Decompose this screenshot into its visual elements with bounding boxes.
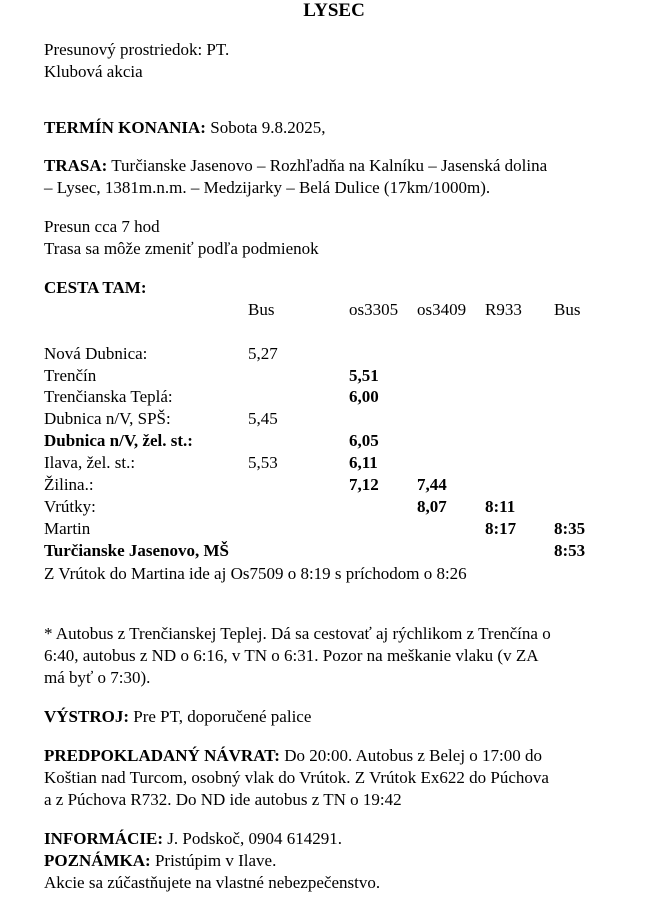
schedule-time: 7,12 [349,475,379,494]
schedule-time: 7,44 [417,475,447,494]
schedule-time: 6,11 [349,453,378,472]
route-label: TRASA: [44,156,108,175]
bus-note-line-1: * Autobus z Trenčianskej Teplej. Dá sa cestovať aj rýchlikom z Trenčína o [44,624,551,643]
schedule-stop: Trenčianska Teplá: [44,387,173,406]
return-line-3: a z Púchova R732. Do ND ide autobus z TN o 19:42 [44,790,402,809]
equipment-label: VÝSTROJ: [44,707,130,726]
transport-line: Presunový prostriedok: PT. [44,40,230,59]
date-value: Sobota 9.8.2025, [210,118,326,137]
disclaimer-line: Akcie sa zúčastňujete na vlastné nebezpečenstvo. [44,873,381,892]
info-line [44,829,342,849]
info-value: J. Podskoč, 0904 614291. [167,829,342,848]
schedule-time: 8,07 [417,497,447,516]
event-type-line: Klubová akcia [44,62,143,81]
info-label: INFORMÁCIE: [44,829,163,848]
schedule-stop: Ilava, žel. st.: [44,453,136,472]
date-line [44,118,325,138]
schedule-time: 5,45 [248,409,278,428]
schedule-column-header: os3409 [417,300,467,319]
schedule-stop: Nová Dubnica: [44,344,148,363]
return-text-1: Do 20:00. Autobus z Belej o 17:00 do [284,746,543,765]
remark-line [44,851,276,871]
route-change-note: Trasa sa môže zmeniť podľa podmienok [44,239,319,258]
equipment-value: Pre PT, doporučené palice [133,707,312,726]
schedule-time: 6,00 [349,387,379,406]
schedule-column-header: Bus [554,300,581,319]
return-line-1 [44,746,542,766]
date-label: TERMÍN KONANIA: [44,118,206,137]
duration-note: Presun cca 7 hod [44,217,160,236]
schedule-stop: Dubnica n/V, SPŠ: [44,409,171,428]
route-text-1: Turčianske Jasenovo – Rozhľadňa na Kalníku – Jasenská dolina [111,156,548,175]
route-line-2: – Lysec, 1381m.n.m. – Medzijarky – Belá Dulice (17km/1000m). [44,178,491,197]
schedule-time: 8:53 [554,541,586,560]
schedule-heading: CESTA TAM: [44,278,147,297]
schedule-time: 8:35 [554,519,586,538]
schedule-stop: Žilina.: [44,475,94,494]
bus-note-line-2: 6:40, autobus z ND o 6:16, v TN o 6:31. Pozor na meškanie vlaku (v ZA [44,646,539,665]
remark-label: POZNÁMKA: [44,851,151,870]
schedule-stop: Dubnica n/V, žel. st.: [44,431,193,450]
schedule-column-header: R933 [485,300,522,319]
schedule-stop: Trenčín [44,366,97,385]
schedule-stop: Martin [44,519,91,538]
schedule-stop: Vrútky: [44,497,96,516]
schedule-time: 8:11 [485,497,516,516]
schedule-column-header: os3305 [349,300,399,319]
route-line-1 [44,156,547,176]
schedule-time: 5,27 [248,344,278,363]
schedule-time: 5,51 [349,366,379,385]
bus-note-line-3: má byť o 7:30). [44,668,151,687]
schedule-footnote: Z Vrútok do Martina ide aj Os7509 o 8:19 s príchodom o 8:26 [44,564,467,583]
schedule-column-header: Bus [248,300,275,319]
schedule-time: 6,05 [349,431,379,450]
return-label: PREDPOKLADANÝ NÁVRAT: [44,746,280,765]
schedule-time: 5,53 [248,453,278,472]
schedule-stop: Turčianske Jasenovo, MŠ [44,541,229,560]
equipment-line [44,707,311,727]
remark-value: Pristúpim v Ilave. [154,851,277,870]
schedule-time: 8:17 [485,519,517,538]
document-title: LYSEC [303,0,365,21]
return-line-2: Koštian nad Turcom, osobný vlak do Vrútok. Z Vrútok Ex622 do Púchova [44,768,549,787]
